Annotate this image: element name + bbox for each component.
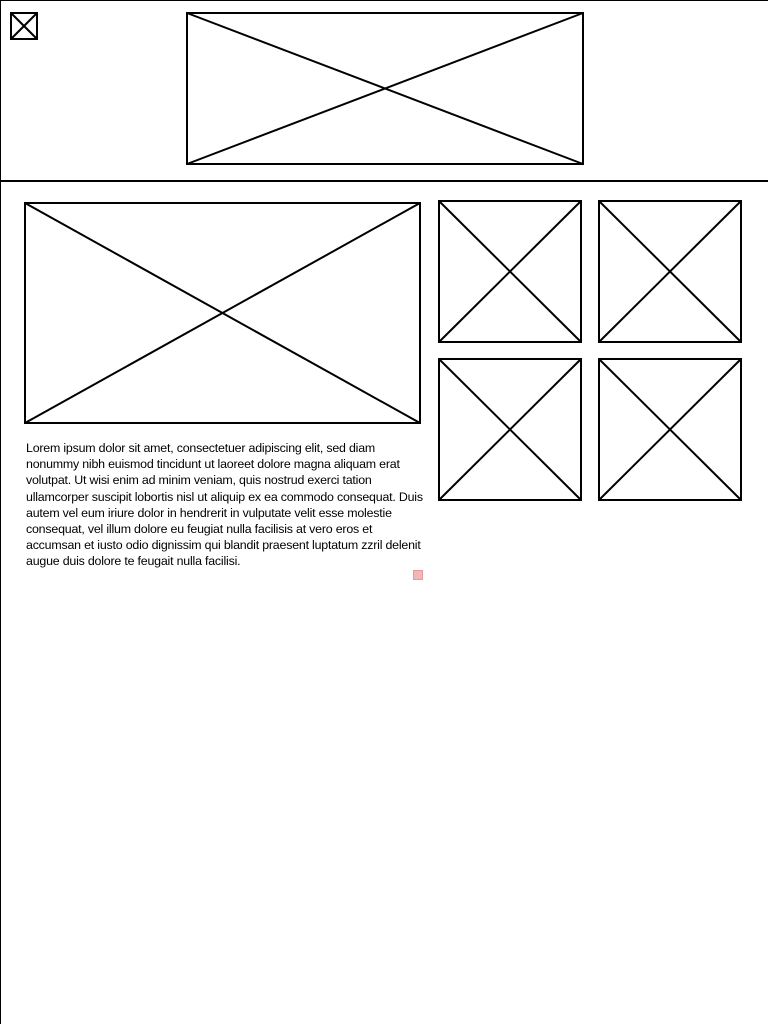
thumbnail-4-placeholder[interactable] — [598, 358, 742, 501]
logo-placeholder[interactable] — [10, 12, 38, 40]
text-overflow-marker — [413, 570, 423, 580]
header-divider — [0, 180, 768, 182]
hero-image-placeholder[interactable] — [24, 202, 421, 424]
thumbnail-2-placeholder[interactable] — [598, 200, 742, 343]
header-banner-placeholder[interactable] — [186, 12, 584, 165]
body-text: Lorem ipsum dolor sit amet, consectetuer adipiscing elit, sed diam nonummy nibh euismod tincidunt ut laoreet dolore magna aliquam erat volutpat. Ut wisi enim ad minim veniam, quis nostrud exerci tation ullamcorper suscipit lobortis nisl ut aliquip ex ea commodo consequat. Duis autem vel eum iriure dolor in hendrerit in vulputate velit esse molestie consequat, vel illum dolore eu feugiat nulla facilisis at vero eros et accumsan et iusto odio dignissim qui blandit praesent luptatum zzril delenit augue duis dolore te feugait nulla facilisi. — [26, 441, 423, 569]
thumbnail-1-placeholder[interactable] — [438, 200, 582, 343]
thumbnail-3-placeholder[interactable] — [438, 358, 582, 501]
